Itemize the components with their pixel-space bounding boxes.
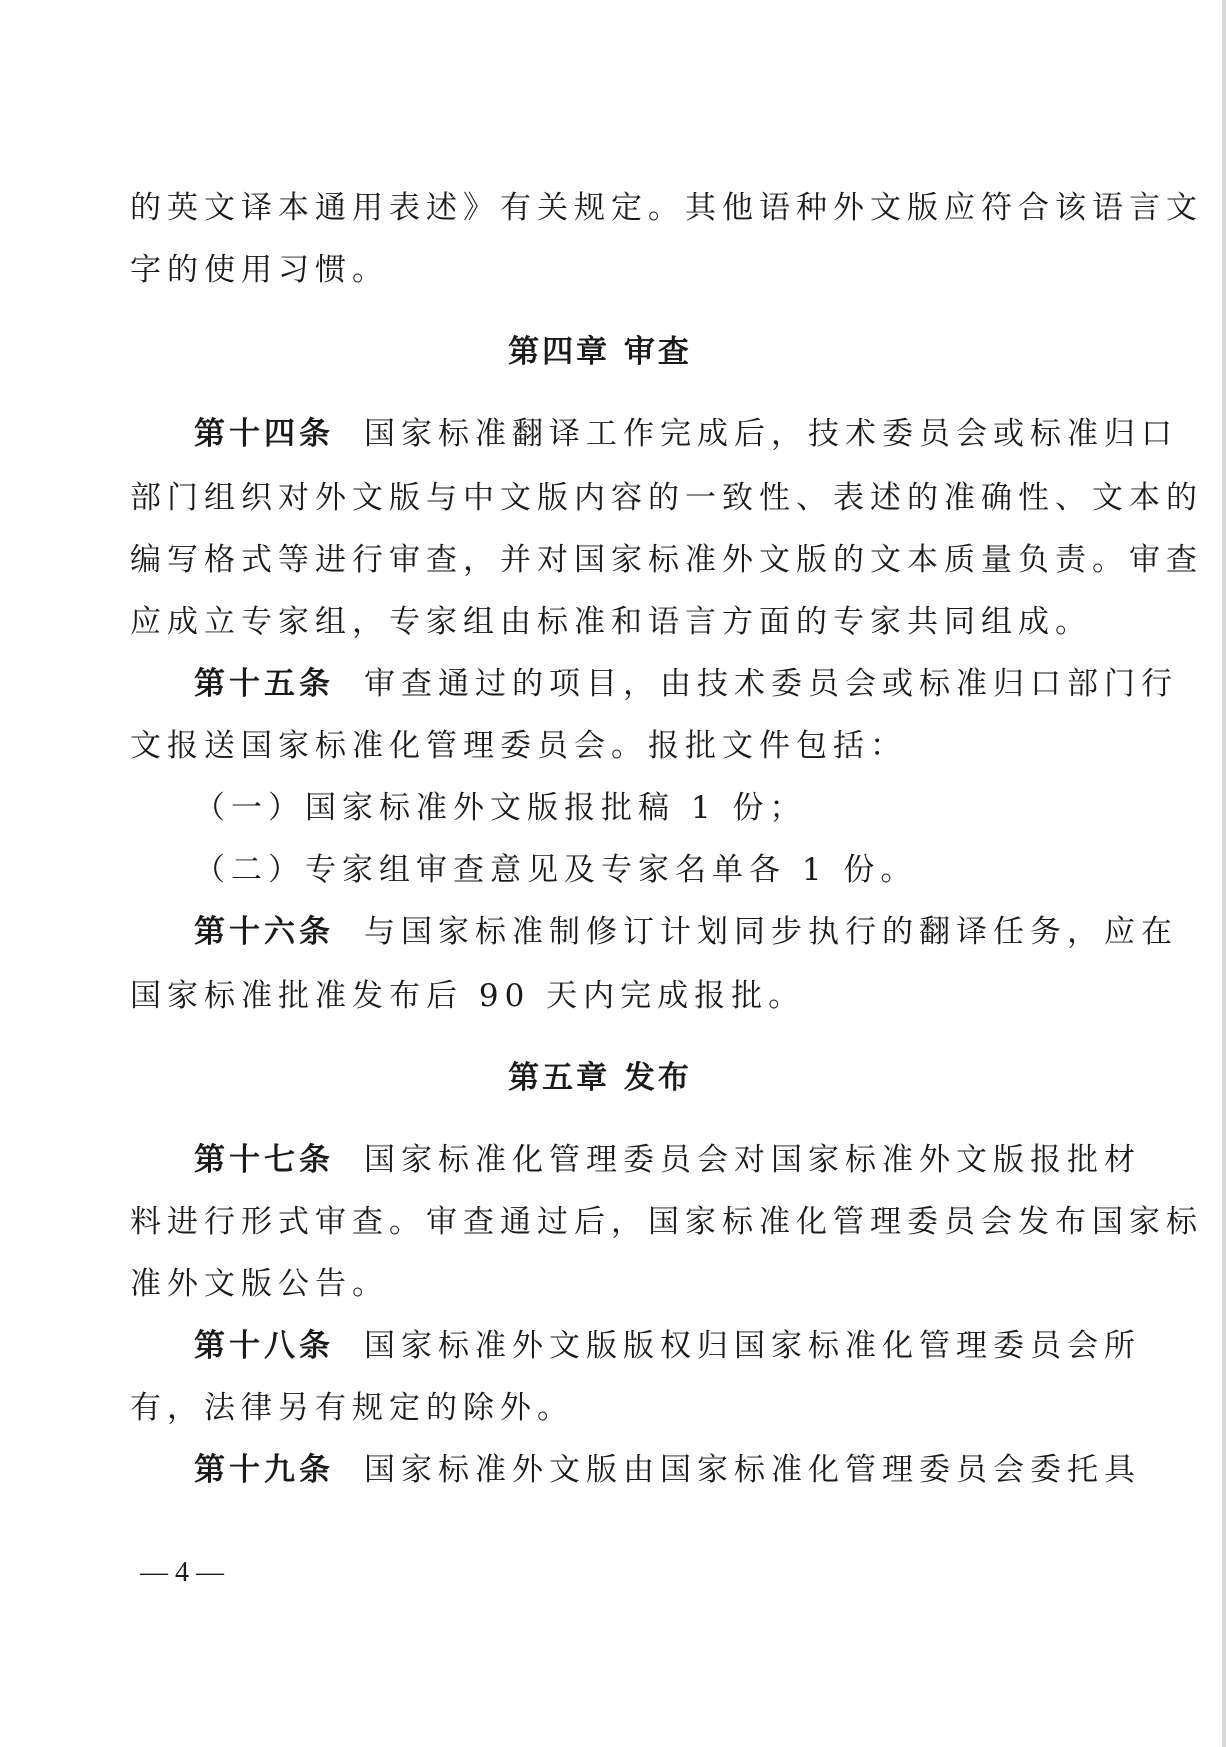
paragraph-line: 料进行形式审查。审查通过后，国家标准化管理委员会发布国家标: [130, 1204, 1203, 1240]
article-first-line: [194, 1140, 1141, 1180]
article-text: 国家标准化管理委员会对国家标准外文版报批材: [364, 1142, 1141, 1178]
article-label: 第十八条: [194, 1328, 334, 1364]
article-first-line: [194, 414, 1178, 454]
paragraph-line: 国家标准批准发布后 90 天内完成报批。: [130, 978, 806, 1014]
article-text: 与国家标准制修订计划同步执行的翻译任务，应在: [364, 914, 1178, 950]
article-first-line: [194, 1326, 1141, 1366]
paragraph-line: 有，法律另有规定的除外。: [130, 1390, 574, 1426]
article-label: 第十四条: [194, 416, 334, 452]
paragraph-line: 应成立专家组，专家组由标准和语言方面的专家共同组成。: [130, 604, 1092, 640]
paragraph-line: 编写格式等进行审查，并对国家标准外文版的文本质量负责。审查: [130, 542, 1203, 578]
article-first-line: [194, 912, 1178, 952]
paragraph-line: 字的使用习惯。: [130, 252, 389, 288]
paragraph-line: 部门组织对外文版与中文版内容的一致性、表述的准确性、文本的: [130, 480, 1203, 516]
article-first-line: [194, 664, 1178, 704]
list-item: （一）国家标准外文版报批稿 1 份；: [194, 790, 807, 826]
article-text: 国家标准外文版由国家标准化管理委员会委托具: [364, 1452, 1141, 1488]
article-text: 审查通过的项目，由技术委员会或标准归口部门行: [364, 666, 1178, 702]
article-label: 第十七条: [194, 1142, 334, 1178]
article-text: 国家标准翻译工作完成后，技术委员会或标准归口: [364, 416, 1178, 452]
page-edge: [1222, 0, 1226, 1747]
list-item: （二）专家组审查意见及专家名单各 1 份。: [194, 852, 918, 888]
page-number: — 4 —: [140, 1557, 224, 1588]
paragraph-line: 的英文译本通用表述》有关规定。其他语种外文版应符合该语言文: [130, 190, 1203, 226]
article-label: 第十五条: [194, 666, 334, 702]
chapter-heading: 第五章 发布: [508, 1060, 692, 1096]
article-text: 国家标准外文版版权归国家标准化管理委员会所: [364, 1328, 1141, 1364]
article-label: 第十六条: [194, 914, 334, 950]
paragraph-line: 文报送国家标准化管理委员会。报批文件包括：: [130, 728, 907, 764]
paragraph-line: 准外文版公告。: [130, 1266, 389, 1302]
article-label: 第十九条: [194, 1452, 334, 1488]
chapter-heading: 第四章 审查: [508, 334, 692, 370]
article-first-line: [194, 1450, 1141, 1490]
